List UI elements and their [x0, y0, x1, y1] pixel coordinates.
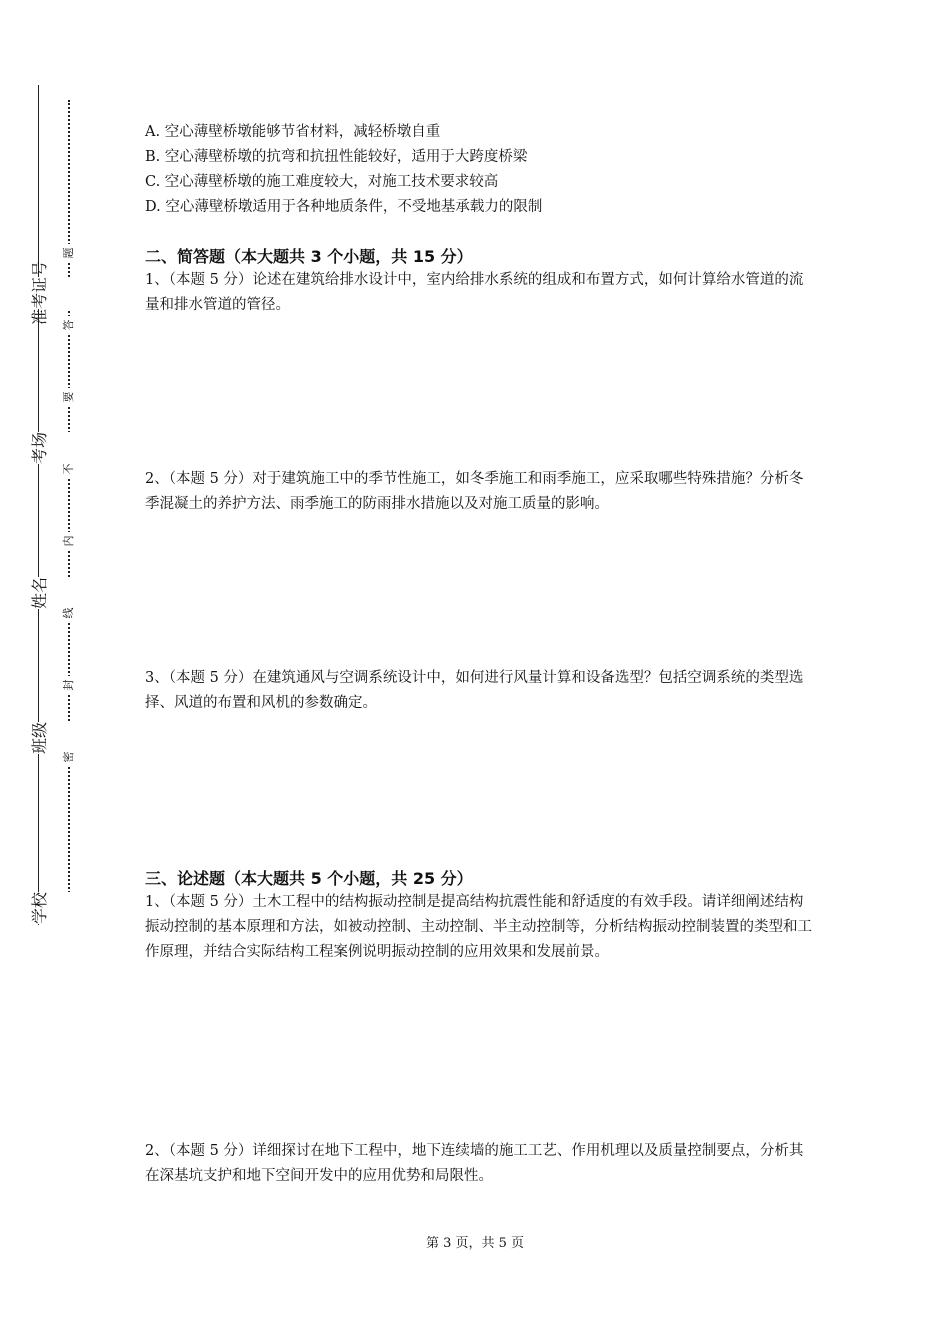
- option-c: C. 空心薄壁桥墩的施工难度较大，对施工技术要求较高: [145, 174, 499, 190]
- page-footer: 第 3 页，共 5 页: [425, 1236, 525, 1251]
- class-text: 班级: [29, 721, 49, 754]
- option-a: A. 空心薄壁桥墩能够节省材料，减轻桥墩自重: [145, 124, 441, 140]
- school-label: [0, 892, 86, 924]
- s3-question-2: 2、（本题 5 分）详细探讨在地下工程中，地下连续墙的施工工艺、作用机理以及质量控制要点，分析其在深基坑支护和地下空间开发中的应用优势和局限性。: [145, 1143, 804, 1184]
- seal-char: 答: [62, 316, 76, 334]
- s2-question-2: 2、（本题 5 分）对于建筑施工中的季节性施工，如冬季施工和雨季施工，应采取哪些特殊措施？分析冬季混凝土的养护方法、雨季施工的防雨排水措施以及对施工质量的影响。: [145, 471, 804, 512]
- seal-char: 封: [62, 676, 76, 694]
- s3-question-1: 1、（本题 5 分）土木工程中的结构振动控制是提高结构抗震性能和舒适度的有效手段。请详细阐述结构振动控制的基本原理和方法，如被动控制、主动控制、半主动控制等，分析结构振动控制装置的类型和工作原理，并结合实际结构工程案例说明振动控制的应用效果和发展前景。: [145, 894, 812, 960]
- seal-char: 内: [62, 532, 76, 550]
- option-d: D. 空心薄壁桥墩适用于各种地质条件，不受地基承载力的限制: [145, 199, 543, 215]
- s2-question-1: 1、（本题 5 分）论述在建筑给排水设计中，室内给排水系统的组成和布置方式，如何计算给水管道的流量和排水管道的管径。: [145, 272, 804, 313]
- section-3-title: 三、论述题（本大题共 5 个小题，共 25 分）: [145, 869, 473, 888]
- seal-dotted-line: [68, 100, 70, 908]
- section-2-title: 二、简答题（本大题共 3 个小题，共 15 分）: [145, 247, 473, 266]
- option-list: [145, 120, 815, 220]
- s2-question-3: 3、（本题 5 分）在建筑通风与空调系统设计中，如何进行风量计算和设备选型？包括空调系统的类型选择、风道的布置和风机的参数确定。: [145, 670, 804, 711]
- name-text: 姓名: [29, 576, 49, 609]
- exam-room-text: 考场: [29, 431, 49, 464]
- exam-id-text: 准考证号: [29, 260, 49, 325]
- option-b: B. 空心薄壁桥墩的抗弯和抗扭性能较好，适用于大跨度桥梁: [145, 149, 528, 165]
- seal-char: 密: [62, 748, 76, 766]
- seal-char: 要: [62, 388, 76, 406]
- school-text: 学校: [29, 891, 49, 924]
- seal-char: 题: [62, 244, 76, 262]
- seal-char: 不: [62, 460, 76, 478]
- exam-id-label: [0, 260, 86, 325]
- seal-char: 线: [62, 604, 76, 622]
- binding-line: [38, 85, 39, 925]
